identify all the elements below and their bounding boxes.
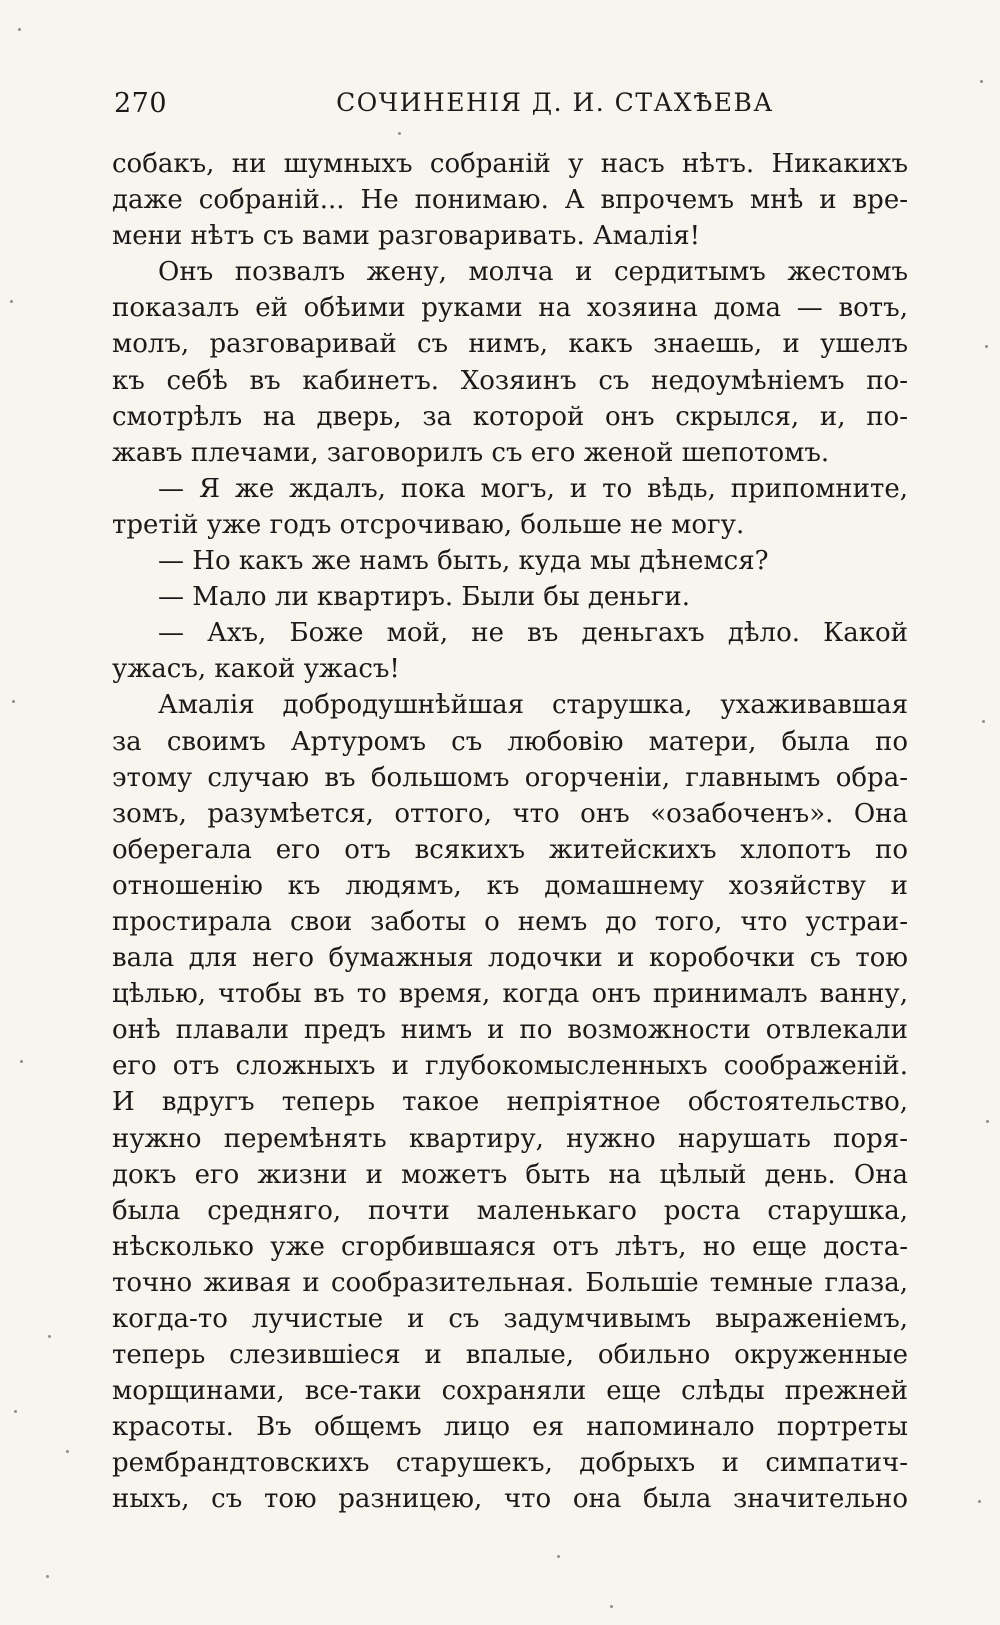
text-line: была средняго, почти маленькаго роста старушка, [112,1195,908,1226]
text-line: ныхъ, съ тою разницею, что она была значительно [112,1484,908,1515]
text-line: смотрѣлъ на дверь, за которой онъ скрылся, и, по- [112,401,908,432]
paper-speck [557,1555,560,1558]
text-line: когда-то лучистые и съ задумчивымъ выраженіемъ, [112,1304,908,1334]
text-line: даже собраній... Не понимаю. А впрочемъ мнѣ и вре- [112,185,908,216]
text-line: морщинами, все-таки сохраняли еще слѣды прежней [112,1376,908,1407]
text-line: нужно перемѣнять квартиру, нужно нарушать поря- [112,1123,908,1154]
text-line: вала для него бумажныя лодочки и коробочки съ тою [112,943,908,974]
text-line: — Я же ждалъ, пока могъ, и то вѣдь, припомните, [158,473,908,504]
text-line: къ себѣ въ кабинетъ. Хозяинъ съ недоумѣніемъ по- [112,365,908,396]
text-line: — Мало ли квартиръ. Были бы деньги. [158,582,691,613]
running-title: СОЧИНЕНІЯ Д. И. СТАХѢЕВА [336,88,774,117]
text-line: зомъ, разумѣется, оттого, что онъ «озабоченъ». Она [112,798,908,829]
text-line: молъ, разговаривай съ нимъ, какъ знаешь, и ушелъ [112,329,908,360]
text-line: — Ахъ, Боже мой, не въ деньгахъ дѣло. Какой [158,618,908,649]
text-line: красоты. Въ общемъ лицо ея напоминало портреты [112,1412,908,1443]
text-line: этому случаю въ большомъ огорченіи, главнымъ обра- [112,762,908,793]
text-line: — Но какъ же намъ быть, куда мы дѣнемся? [158,546,769,577]
text-line: отношенію къ людямъ, къ домашнему хозяйству и [112,870,908,901]
body-text [112,146,908,1518]
paper-speck [46,1575,49,1578]
text-line: собакъ, ни шумныхъ собраній у насъ нѣтъ. Никакихъ [112,149,908,179]
text-line: нѣсколько уже сгорбившаяся отъ лѣтъ, но еще доста- [112,1231,908,1262]
text-line: показалъ ей обѣими руками на хозяина дома — вотъ, [112,293,908,324]
paper-speck [980,80,983,83]
paper-speck [986,1120,989,1123]
paper-speck [10,300,13,303]
text-line: докъ его жизни и можетъ быть на цѣлый день. Она [112,1159,908,1190]
text-line: жавъ плечами, заговорилъ съ его женой шепотомъ. [112,437,830,468]
paper-speck [66,1450,69,1453]
text-line: Онъ позвалъ жену, молча и сердитымъ жестомъ [158,257,908,288]
paper-speck [978,1500,981,1503]
paper-speck [20,1060,23,1063]
text-line: ужасъ, какой ужасъ! [112,654,400,685]
page-number: 270 [114,88,168,119]
text-line: третій уже годъ отсрочиваю, больше не могу. [112,509,745,540]
text-line: простирала свои заботы о немъ до того, что устраи- [112,906,908,937]
paper-speck [985,345,988,348]
paper-speck [48,1335,51,1338]
text-line: рембрандтовскихъ старушекъ, добрыхъ и симпатич- [112,1448,908,1479]
text-line: за своимъ Артуромъ съ любовію матери, была по [112,726,908,757]
text-line: Амалія добродушнѣйшая старушка, ухаживавшая [158,690,908,721]
paper-speck [14,1410,17,1413]
text-line: И вдругъ теперь такое непріятное обстоятельство, [112,1087,908,1118]
text-line: теперь слезившіеся и впалые, обильно окруженные [112,1340,908,1371]
paper-speck [12,700,15,703]
paper-speck [398,132,401,135]
text-line: оберегала его отъ всякихъ житейскихъ хлопотъ по [112,834,908,865]
paper-speck [610,1605,613,1608]
text-line: точно живая и сообразительная. Большіе темные глаза, [112,1267,908,1298]
text-line: цѣлью, чтобы въ то время, когда онъ принималъ ванну, [112,979,908,1010]
text-line: онѣ плавали предъ нимъ и по возможности отвлекали [112,1015,908,1046]
text-line: мени нѣтъ съ вами разговаривать. Амалія! [112,221,701,252]
page-header [110,80,910,120]
paper-speck [18,28,21,31]
paper-speck [982,720,985,723]
text-line: его отъ сложныхъ и глубокомысленныхъ соображеній. [112,1051,908,1082]
